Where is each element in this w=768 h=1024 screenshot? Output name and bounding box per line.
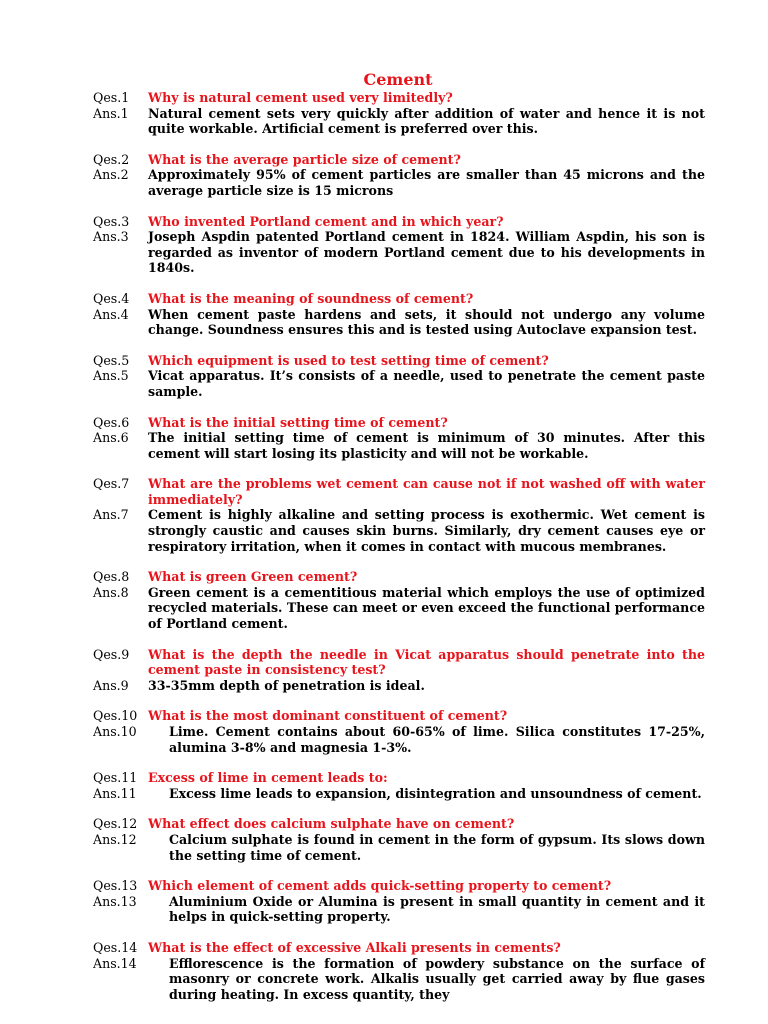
question-row xyxy=(93,291,705,307)
question-row xyxy=(93,940,705,956)
question-text: Which element of cement adds quick-setting property to cement? xyxy=(148,878,612,894)
question-label: Qes.8 xyxy=(93,569,130,585)
question-text: Who invented Portland cement and in which year? xyxy=(148,213,504,229)
question-row xyxy=(93,569,705,585)
question-text: What is the most dominant constituent of cement? xyxy=(148,708,508,724)
qa-item xyxy=(93,770,705,801)
answer-row xyxy=(93,678,705,694)
qa-item xyxy=(93,152,705,199)
answer-row xyxy=(93,106,705,137)
answer-text: Efflorescence is the formation of powdery substance on the surface of masonry or concrete work. Alkalis usually get carried away by flue gases during heating. In excess quantity, they xyxy=(169,955,705,1002)
answer-text: The initial setting time of cement is minimum of 30 minutes. After this cement will start losing its plasticity and will not be workable. xyxy=(148,430,705,461)
answer-row xyxy=(93,507,705,554)
answer-text: Cement is highly alkaline and setting process is exothermic. Wet cement is strongly caustic and causes skin burns. Similarly, dry cement causes eye or respiratory irritation, when it comes in contact with mucous membranes. xyxy=(148,507,705,554)
answer-label: Ans.12 xyxy=(93,831,137,847)
answer-row xyxy=(93,368,705,399)
question-label: Qes.3 xyxy=(93,213,130,229)
qa-item xyxy=(93,291,705,338)
question-text: What is the meaning of soundness of cement? xyxy=(148,290,474,306)
question-row xyxy=(93,647,705,678)
question-row xyxy=(93,152,705,168)
qa-item xyxy=(93,353,705,400)
question-row xyxy=(93,708,705,724)
qa-item xyxy=(93,647,705,694)
answer-text: Green cement is a cementitious material which employs the use of optimized recycled materials. These can meet or even exceed the functional performance of Portland cement. xyxy=(148,584,705,632)
answer-row xyxy=(93,894,705,925)
question-label: Qes.11 xyxy=(93,770,138,786)
question-label: Qes.9 xyxy=(93,646,130,662)
answer-row xyxy=(93,307,705,338)
qa-item xyxy=(93,476,705,554)
answer-label: Ans.2 xyxy=(93,167,129,183)
question-text: What is the depth the needle in Vicat apparatus should penetrate into the cement paste in consistency test? xyxy=(148,646,705,678)
question-label: Qes.6 xyxy=(93,414,130,430)
question-label: Qes.14 xyxy=(93,939,138,955)
answer-label: Ans.6 xyxy=(93,430,129,446)
question-row xyxy=(93,214,705,230)
answer-row xyxy=(93,585,705,632)
answer-row xyxy=(93,229,705,276)
answer-label: Ans.13 xyxy=(93,893,137,909)
question-row xyxy=(93,770,705,786)
answer-row xyxy=(93,956,705,1003)
question-label: Qes.10 xyxy=(93,708,138,724)
question-text: What effect does calcium sulphate have on cement? xyxy=(148,816,515,832)
answer-label: Ans.9 xyxy=(93,677,129,693)
answer-label: Ans.10 xyxy=(93,724,137,739)
question-text: What is green Green cement? xyxy=(148,569,358,585)
question-label: Qes.1 xyxy=(93,90,130,105)
answer-label: Ans.1 xyxy=(93,105,129,121)
answer-row xyxy=(93,786,705,802)
question-row xyxy=(93,816,705,832)
answer-text: 33-35mm depth of penetration is ideal. xyxy=(148,677,425,693)
answer-text: Natural cement sets very quickly after addition of water and hence it is not quite workable. Artificial cement is preferred over this. xyxy=(148,105,705,137)
answer-label: Ans.5 xyxy=(93,368,129,384)
question-row xyxy=(93,415,705,431)
question-label: Qes.12 xyxy=(93,816,138,832)
question-text: What is the initial setting time of cement? xyxy=(148,414,448,430)
question-label: Qes.5 xyxy=(93,352,130,368)
answer-row xyxy=(93,724,705,755)
answer-label: Ans.3 xyxy=(93,229,129,245)
qa-item xyxy=(93,708,705,755)
qa-item xyxy=(93,90,705,137)
question-text: What is the effect of excessive Alkali presents in cements? xyxy=(148,939,561,955)
question-row xyxy=(93,878,705,894)
answer-text: Joseph Aspdin patented Portland cement in 1824. William Aspdin, his son is regarded as inventor of modern Portland cement due to his developments in 1840s. xyxy=(148,229,705,276)
answer-text: When cement paste hardens and sets, it should not undergo any volume change. Soundness ensures this and is tested using Autoclave expansion test. xyxy=(148,306,705,338)
question-text: What is the average particle size of cement? xyxy=(148,151,461,167)
question-label: Qes.4 xyxy=(93,290,130,306)
answer-text: Calcium sulphate is found in cement in the form of gypsum. Its slows down the setting time of cement. xyxy=(169,831,705,863)
answer-label: Ans.11 xyxy=(93,785,137,801)
answer-row xyxy=(93,430,705,461)
answer-label: Ans.4 xyxy=(93,306,129,322)
question-row xyxy=(93,353,705,369)
question-text: Which equipment is used to test setting time of cement? xyxy=(148,352,549,368)
qa-item xyxy=(93,940,705,1002)
question-label: Qes.7 xyxy=(93,476,130,492)
question-label: Qes.13 xyxy=(93,878,138,894)
question-label: Qes.2 xyxy=(93,151,130,167)
answer-text: Lime. Cement contains about 60-65% of lime. Silica constitutes 17-25%, alumina 3-8% and magnesia 1-3%. xyxy=(169,724,705,755)
question-text: Why is natural cement used very limitedly? xyxy=(148,90,453,105)
answer-row xyxy=(93,832,705,863)
qa-item xyxy=(93,569,705,631)
answer-label: Ans.14 xyxy=(93,955,137,971)
page-title: Cement xyxy=(363,70,433,89)
qa-item xyxy=(93,214,705,276)
answer-text: Vicat apparatus. It’s consists of a needle, used to penetrate the cement paste sample. xyxy=(148,368,705,399)
answer-label: Ans.8 xyxy=(93,584,129,600)
qa-item xyxy=(93,816,705,863)
answer-text: Aluminium Oxide or Alumina is present in small quantity in cement and it helps in quick-setting property. xyxy=(169,893,705,925)
qa-item xyxy=(93,878,705,925)
answer-text: Approximately 95% of cement particles are smaller than 45 microns and the average particle size is 15 microns xyxy=(148,167,705,198)
answer-row xyxy=(93,167,705,198)
qa-list xyxy=(93,90,705,1017)
question-row xyxy=(93,90,705,106)
answer-label: Ans.7 xyxy=(93,507,129,523)
question-text: Excess of lime in cement leads to: xyxy=(148,770,388,786)
question-row xyxy=(93,476,705,507)
question-text: What are the problems wet cement can cause not if not washed off with water immediately? xyxy=(148,476,705,507)
answer-text: Excess lime leads to expansion, disintegration and unsoundness of cement. xyxy=(169,785,702,801)
qa-item xyxy=(93,415,705,462)
